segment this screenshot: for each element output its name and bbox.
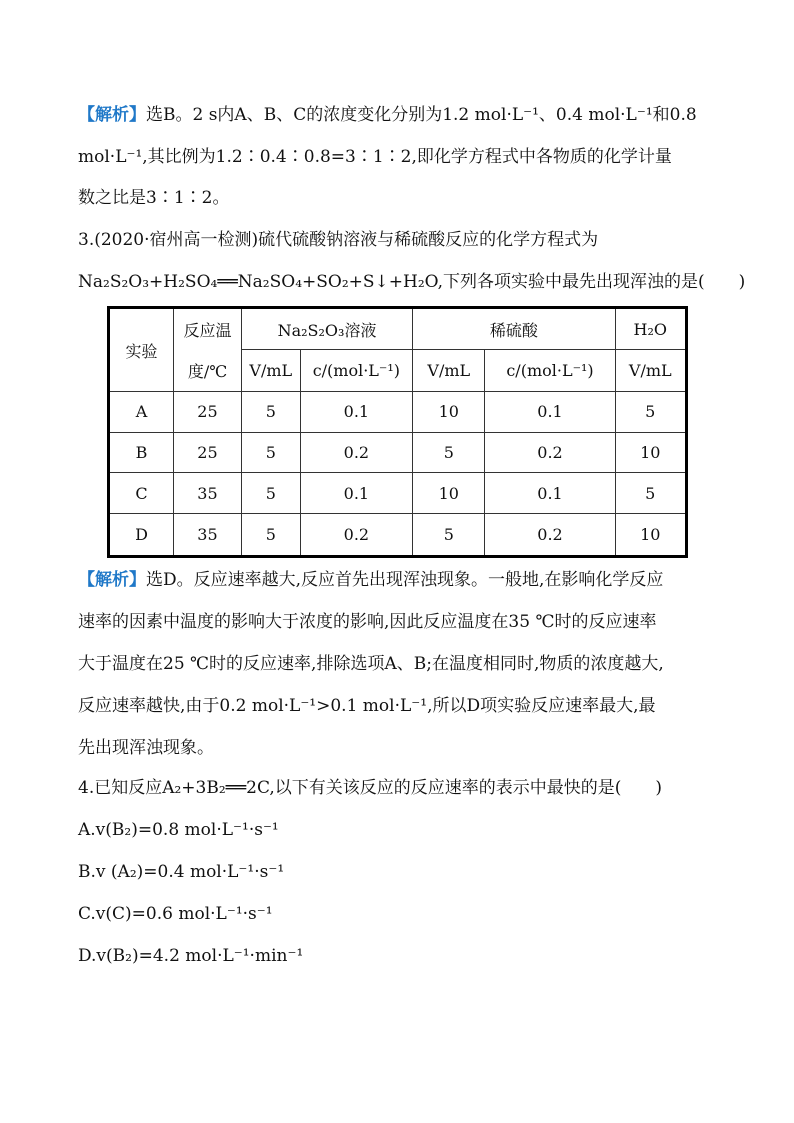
question-4-stem: 4.已知反应A₂+3B₂══2C,以下有关该反应的反应速率的表示中最快的是( ) xyxy=(78,778,663,798)
analysis-2-text: 选D。反应速率越大,反应首先出现浑浊现象。一般地,在影响化学反应 xyxy=(146,570,664,590)
cell: C xyxy=(109,473,174,514)
cell: 10 xyxy=(413,473,485,514)
header-water-volume: V/mL xyxy=(615,350,686,392)
analysis-2-line-5: 先出现浑浊现象。 xyxy=(78,738,214,758)
cell: 10 xyxy=(413,392,485,433)
analysis-1-line-1 xyxy=(78,104,697,126)
table-row xyxy=(109,432,687,473)
analysis-2-line-4: 反应速率越快,由于0.2 mol·L⁻¹>0.1 mol·L⁻¹,所以D项实验反应速率最大,最 xyxy=(78,696,656,716)
analysis-tag: 【解析】 xyxy=(78,105,146,125)
cell: D xyxy=(109,514,174,557)
cell: A xyxy=(109,392,174,433)
cell: 5 xyxy=(615,392,686,433)
table-header-row-2 xyxy=(109,350,687,392)
analysis-2-line-2: 速率的因素中温度的影响大于浓度的影响,因此反应温度在35 ℃时的反应速率 xyxy=(78,612,657,632)
cell: 25 xyxy=(173,432,241,473)
cell: 5 xyxy=(241,514,300,557)
table-header-row-1 xyxy=(109,308,687,350)
cell: 5 xyxy=(413,432,485,473)
analysis-2-line-1 xyxy=(78,569,663,591)
question-3-equation: Na₂S₂O₃+H₂SO₄══Na₂SO₄+SO₂+S↓+H₂O,下列各项实验中最先出现浑浊的是( ) xyxy=(78,272,746,292)
option-a: A.v(B₂)=0.8 mol·L⁻¹·s⁻¹ xyxy=(78,820,279,840)
header-na2s2o3: Na₂S₂O₃溶液 xyxy=(241,308,412,350)
header-na-concentration: c/(mol·L⁻¹) xyxy=(300,350,412,392)
analysis-1-line-2: mol·L⁻¹,其比例为1.2∶0.4∶0.8=3∶1∶2,即化学方程式中各物质的化学计量 xyxy=(78,147,672,167)
header-water: H₂O xyxy=(615,308,686,350)
cell: 5 xyxy=(615,473,686,514)
cell: 25 xyxy=(173,392,241,433)
cell: 0.2 xyxy=(485,514,615,557)
question-3-stem: 3.(2020·宿州高一检测)硫代硫酸钠溶液与稀硫酸反应的化学方程式为 xyxy=(78,230,599,250)
cell: 5 xyxy=(241,432,300,473)
experiment-table xyxy=(107,306,688,558)
header-temp-top: 反应温 xyxy=(173,308,241,350)
header-experiment: 实验 xyxy=(109,308,174,392)
cell: 5 xyxy=(241,392,300,433)
cell: 0.1 xyxy=(300,392,412,433)
header-acid-volume: V/mL xyxy=(413,350,485,392)
option-c: C.v(C)=0.6 mol·L⁻¹·s⁻¹ xyxy=(78,904,273,924)
cell: 35 xyxy=(173,473,241,514)
cell: B xyxy=(109,432,174,473)
table-row xyxy=(109,514,687,557)
cell: 0.2 xyxy=(300,514,412,557)
cell: 0.2 xyxy=(485,432,615,473)
cell: 0.1 xyxy=(485,473,615,514)
cell: 0.1 xyxy=(300,473,412,514)
analysis-2-line-3: 大于温度在25 ℃时的反应速率,排除选项A、B;在温度相同时,物质的浓度越大, xyxy=(78,654,664,674)
cell: 0.2 xyxy=(300,432,412,473)
option-b: B.v (A₂)=0.4 mol·L⁻¹·s⁻¹ xyxy=(78,862,285,882)
analysis-tag: 【解析】 xyxy=(78,570,146,590)
header-na-volume: V/mL xyxy=(241,350,300,392)
cell: 35 xyxy=(173,514,241,557)
header-sulfuric-acid: 稀硫酸 xyxy=(413,308,615,350)
table-row xyxy=(109,473,687,514)
cell: 5 xyxy=(413,514,485,557)
option-d: D.v(B₂)=4.2 mol·L⁻¹·min⁻¹ xyxy=(78,946,304,966)
cell: 5 xyxy=(241,473,300,514)
cell: 10 xyxy=(615,432,686,473)
analysis-1-line-3: 数之比是3∶1∶2。 xyxy=(78,188,230,208)
analysis-1-text: 选B。2 s内A、B、C的浓度变化分别为1.2 mol·L⁻¹、0.4 mol·L⁻¹和0.8 xyxy=(146,105,697,125)
cell: 10 xyxy=(615,514,686,557)
header-temp-bottom: 度/℃ xyxy=(173,350,241,392)
table-row xyxy=(109,392,687,433)
cell: 0.1 xyxy=(485,392,615,433)
header-acid-concentration: c/(mol·L⁻¹) xyxy=(485,350,615,392)
